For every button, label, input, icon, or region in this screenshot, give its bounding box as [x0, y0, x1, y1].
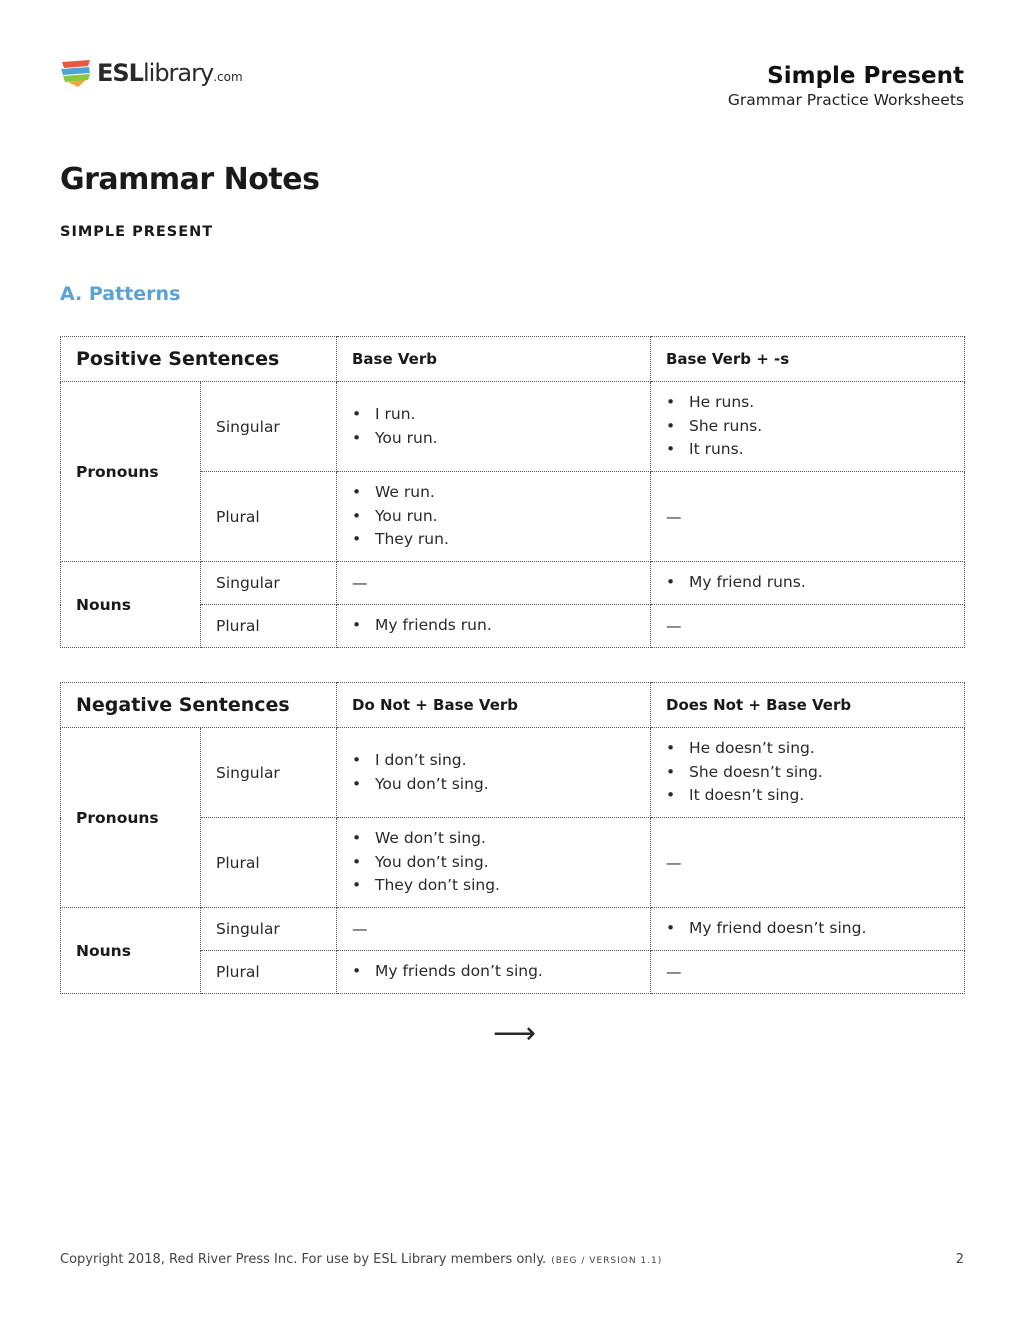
empty-dash: —	[651, 951, 965, 994]
example-list	[352, 403, 635, 450]
example-cell	[337, 728, 651, 818]
example-list	[352, 749, 635, 796]
column-header: Does Not + Base Verb	[651, 683, 965, 728]
number-label: Singular	[201, 382, 337, 472]
table-header-row	[61, 337, 965, 382]
logo-domain: .com	[213, 70, 243, 84]
copyright-text: Copyright 2018, Red River Press Inc. For use by ESL Library members only.	[60, 1252, 547, 1267]
example-list	[352, 614, 635, 638]
list-item: • My friend runs.	[666, 571, 949, 595]
list-item: • It runs.	[666, 438, 949, 462]
example-cell	[651, 908, 965, 951]
number-label: Singular	[201, 728, 337, 818]
group-label: Nouns	[61, 908, 201, 994]
example-list	[666, 391, 949, 462]
list-item: • I don’t sing.	[352, 749, 635, 773]
list-item: • I run.	[352, 403, 635, 427]
list-item: • They don’t sing.	[352, 874, 635, 898]
section-title: SIMPLE PRESENT	[60, 224, 214, 240]
list-item: • She doesn’t sing.	[666, 761, 949, 785]
worksheet-title: Simple Present	[767, 63, 964, 89]
example-list	[666, 917, 949, 941]
column-header: Base Verb	[337, 337, 651, 382]
negative-sentences-table	[60, 682, 965, 994]
example-cell	[337, 818, 651, 908]
group-label: Nouns	[61, 562, 201, 648]
worksheet-header	[728, 62, 964, 109]
example-cell	[337, 472, 651, 562]
empty-dash: —	[651, 818, 965, 908]
number-label: Singular	[201, 562, 337, 605]
table-title: Positive Sentences	[61, 337, 337, 382]
table-row	[61, 728, 965, 818]
list-item: • My friends don’t sing.	[352, 960, 635, 984]
books-stack-icon	[60, 58, 92, 88]
list-item: • We run.	[352, 481, 635, 505]
empty-dash: —	[337, 908, 651, 951]
list-item: • It doesn’t sing.	[666, 784, 949, 808]
page-title: Grammar Notes	[60, 162, 320, 197]
example-list	[666, 571, 949, 595]
example-list	[352, 481, 635, 552]
example-list	[352, 827, 635, 898]
logo-brand-sub: library	[142, 59, 214, 87]
number-label: Plural	[201, 472, 337, 562]
worksheet-subtitle: Grammar Practice Worksheets	[727, 91, 964, 109]
logo-wordmark	[97, 61, 243, 85]
example-cell	[337, 951, 651, 994]
example-list	[666, 737, 949, 808]
table-row	[61, 562, 965, 605]
positive-sentences-table	[60, 336, 965, 648]
list-item: • You run.	[352, 505, 635, 529]
list-item: • She runs.	[666, 415, 949, 439]
example-list	[352, 960, 635, 984]
example-cell	[651, 562, 965, 605]
logo-brand: ESL	[97, 59, 143, 87]
number-label: Plural	[201, 605, 337, 648]
esl-library-logo[interactable]	[60, 58, 243, 88]
next-page-arrow-icon[interactable]: ⟶	[493, 1016, 537, 1051]
list-item: • We don’t sing.	[352, 827, 635, 851]
list-item: • You run.	[352, 427, 635, 451]
subsection-title: A. Patterns	[60, 283, 181, 305]
list-item: • He runs.	[666, 391, 949, 415]
empty-dash: —	[337, 562, 651, 605]
list-item: • You don’t sing.	[352, 773, 635, 797]
example-cell	[337, 605, 651, 648]
empty-dash: —	[651, 605, 965, 648]
number-label: Plural	[201, 951, 337, 994]
column-header: Do Not + Base Verb	[337, 683, 651, 728]
table-row	[61, 382, 965, 472]
empty-dash: —	[651, 472, 965, 562]
list-item: • My friends run.	[352, 614, 635, 638]
footer	[60, 1252, 662, 1267]
example-cell	[651, 728, 965, 818]
example-cell	[337, 382, 651, 472]
example-cell	[651, 382, 965, 472]
list-item: • You don’t sing.	[352, 851, 635, 875]
list-item: • They run.	[352, 528, 635, 552]
number-label: Singular	[201, 908, 337, 951]
group-label: Pronouns	[61, 382, 201, 562]
list-item: • He doesn’t sing.	[666, 737, 949, 761]
table-title: Negative Sentences	[61, 683, 337, 728]
page-number: 2	[955, 1252, 964, 1267]
table-header-row	[61, 683, 965, 728]
list-item: • My friend doesn’t sing.	[666, 917, 949, 941]
table-row	[61, 908, 965, 951]
group-label: Pronouns	[61, 728, 201, 908]
column-header: Base Verb + -s	[651, 337, 965, 382]
number-label: Plural	[201, 818, 337, 908]
version-label: (BEG / VERSION 1.1)	[551, 1256, 663, 1266]
